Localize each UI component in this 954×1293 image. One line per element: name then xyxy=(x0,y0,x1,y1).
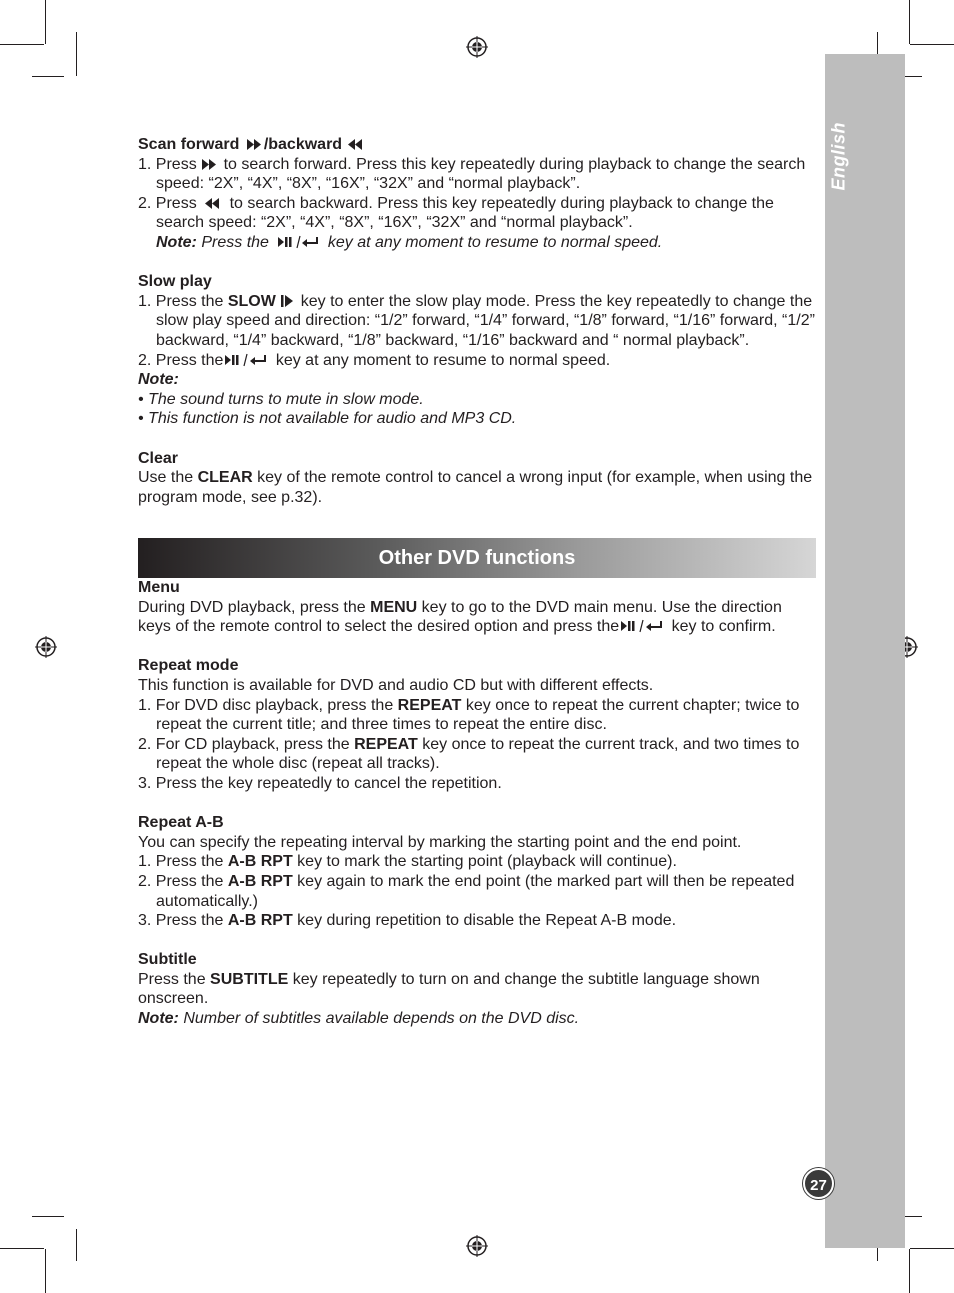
key-name: A-B RPT xyxy=(227,872,293,890)
play-pause-return-icon xyxy=(223,353,271,367)
rewind-icon xyxy=(347,138,365,151)
note-label: Note: xyxy=(138,1010,179,1028)
crop-mark xyxy=(910,44,954,45)
repeat-ab-item-3 xyxy=(138,911,818,931)
crop-mark xyxy=(45,1249,46,1293)
text: to search forward. Press this key repeatedly during playback to change the search speed: “2X”, “4X”, “8X”, “16X”, “32X” and “normal playback”. xyxy=(156,155,806,193)
key-name: A-B RPT xyxy=(227,912,293,930)
text: key to go to the DVD main menu. Use the direction keys of the remote control to select the desired option and press the xyxy=(138,598,782,636)
repeat-item-1 xyxy=(138,696,818,735)
text: 1. For DVD disc playback, press the xyxy=(138,696,394,714)
text: key again to mark the end point (the marked part will then be repeated automatically.) xyxy=(156,872,795,910)
key-name: CLEAR xyxy=(197,469,253,487)
text: 1. Press the xyxy=(138,853,224,871)
repeat-intro: This function is available for DVD and audio CD but with different effects. xyxy=(138,676,654,694)
crop-mark xyxy=(32,76,64,77)
text: key repeatedly to turn on and change the subtitle language shown onscreen. xyxy=(138,970,760,1008)
scan-item-2 xyxy=(138,194,818,233)
slow-item-1 xyxy=(138,292,818,351)
registration-mark-icon xyxy=(35,636,57,658)
key-name: SUBTITLE xyxy=(210,970,289,988)
text: key of the remote control to cancel a wrong input (for example, when using the program mode, see p.32). xyxy=(138,469,813,506)
crop-mark xyxy=(909,1249,910,1293)
clear-heading: Clear xyxy=(138,449,179,467)
content-bottom xyxy=(138,578,818,1029)
clear-text xyxy=(138,468,818,507)
page-number: 27 xyxy=(803,1168,834,1199)
text: Press the xyxy=(201,233,269,251)
crop-mark xyxy=(0,1248,44,1249)
scan-note xyxy=(138,233,818,253)
text: Press the xyxy=(138,970,206,988)
text: 3. Press the xyxy=(138,912,224,930)
repeat-heading: Repeat mode xyxy=(138,657,239,675)
crop-mark xyxy=(76,1229,77,1261)
crop-mark xyxy=(909,0,910,44)
text: Number of subtitles available depends on the DVD disc. xyxy=(183,1010,580,1028)
slow-note-bullet-1 xyxy=(138,390,818,410)
repeat-ab-item-1 xyxy=(138,852,818,872)
menu-heading: Menu xyxy=(138,579,180,596)
subtitle-note xyxy=(138,1009,818,1029)
key-name: REPEAT xyxy=(397,696,462,714)
fast-forward-icon xyxy=(201,158,219,171)
scan-heading xyxy=(138,135,818,155)
text: 1. Press the xyxy=(138,292,224,310)
content-top xyxy=(138,135,818,507)
text: 2. For CD playback, press the xyxy=(138,735,350,753)
text: • This function is not available for audio and MP3 CD. xyxy=(138,410,517,428)
note-label: Note: xyxy=(156,233,197,251)
repeat-item-3: 3. Press the key repeatedly to cancel the repetition. xyxy=(138,774,502,792)
key-name: MENU xyxy=(370,598,418,616)
repeat-ab-intro: You can specify the repeating interval by marking the starting point and the end point. xyxy=(138,833,742,851)
text: key to enter the slow play mode. Press the key repeatedly to change the slow play speed and direction: “1/2” forward, “1/4” forward, “1/8” forward, “1/16” forward, “1/2” backward, “1/4” backward, “1/8” backward, “1/16” backward and “ normal playback”. xyxy=(156,292,815,349)
text: • The sound turns to mute in slow mode. xyxy=(138,390,424,408)
text: key once to repeat the current chapter; twice to repeat the current title; and three times to repeat the entire disc. xyxy=(156,696,800,734)
text: 2. Press the xyxy=(138,351,224,369)
repeat-item-2 xyxy=(138,735,818,774)
rewind-icon xyxy=(201,197,225,210)
text: to search backward. Press this key repeatedly during playback to change the search speed: “2X”, “4X”, “8X”, “16X”, “32X” and “normal playback”. xyxy=(156,194,774,232)
slow-note-bullet-2 xyxy=(138,409,818,429)
slow-play-icon xyxy=(280,294,296,308)
play-pause-return-icon xyxy=(273,235,323,249)
play-pause-return-icon xyxy=(619,619,667,633)
scan-heading-text-b: /backward xyxy=(263,136,343,153)
text: 2. Press the xyxy=(138,872,224,890)
slow-item-2 xyxy=(138,351,818,371)
repeat-ab-item-2 xyxy=(138,872,818,911)
slow-note-label xyxy=(138,370,818,390)
scan-heading-text: Scan forward xyxy=(138,136,240,153)
note-label: Note: xyxy=(138,371,179,389)
crop-mark xyxy=(32,1216,64,1217)
text: key to mark the starting point (playback will continue). xyxy=(297,853,677,871)
crop-mark xyxy=(45,0,46,44)
key-name: REPEAT xyxy=(354,735,418,753)
text: key during repetition to disable the Repeat A-B mode. xyxy=(297,912,677,930)
crop-mark xyxy=(910,1248,954,1249)
text: key to confirm. xyxy=(671,618,776,636)
registration-mark-icon xyxy=(466,1235,488,1257)
language-sidebar xyxy=(825,54,905,1248)
text: 2. Press xyxy=(138,194,197,212)
text: 1. Press xyxy=(138,155,197,173)
registration-mark-icon xyxy=(466,36,488,58)
subtitle-heading: Subtitle xyxy=(138,951,197,969)
crop-mark xyxy=(0,44,44,45)
subtitle-text xyxy=(138,970,818,1009)
repeat-ab-heading: Repeat A-B xyxy=(138,814,224,832)
slow-heading: Slow play xyxy=(138,273,212,291)
key-name: A-B RPT xyxy=(227,853,293,871)
language-label: English xyxy=(828,121,849,191)
key-name: SLOW xyxy=(227,292,276,310)
fast-forward-icon xyxy=(244,138,264,151)
menu-text xyxy=(138,598,818,637)
text: key at any moment to resume to normal speed. xyxy=(327,233,663,251)
scan-item-1 xyxy=(138,155,818,194)
text: key at any moment to resume to normal speed. xyxy=(275,351,611,369)
text: key once to repeat the current track, and two times to repeat the whole disc (repeat all tracks). xyxy=(156,735,800,773)
text: Use the xyxy=(138,469,194,487)
crop-mark xyxy=(76,32,77,76)
section-banner: Other DVD functions xyxy=(138,538,816,578)
text: During DVD playback, press the xyxy=(138,598,366,616)
